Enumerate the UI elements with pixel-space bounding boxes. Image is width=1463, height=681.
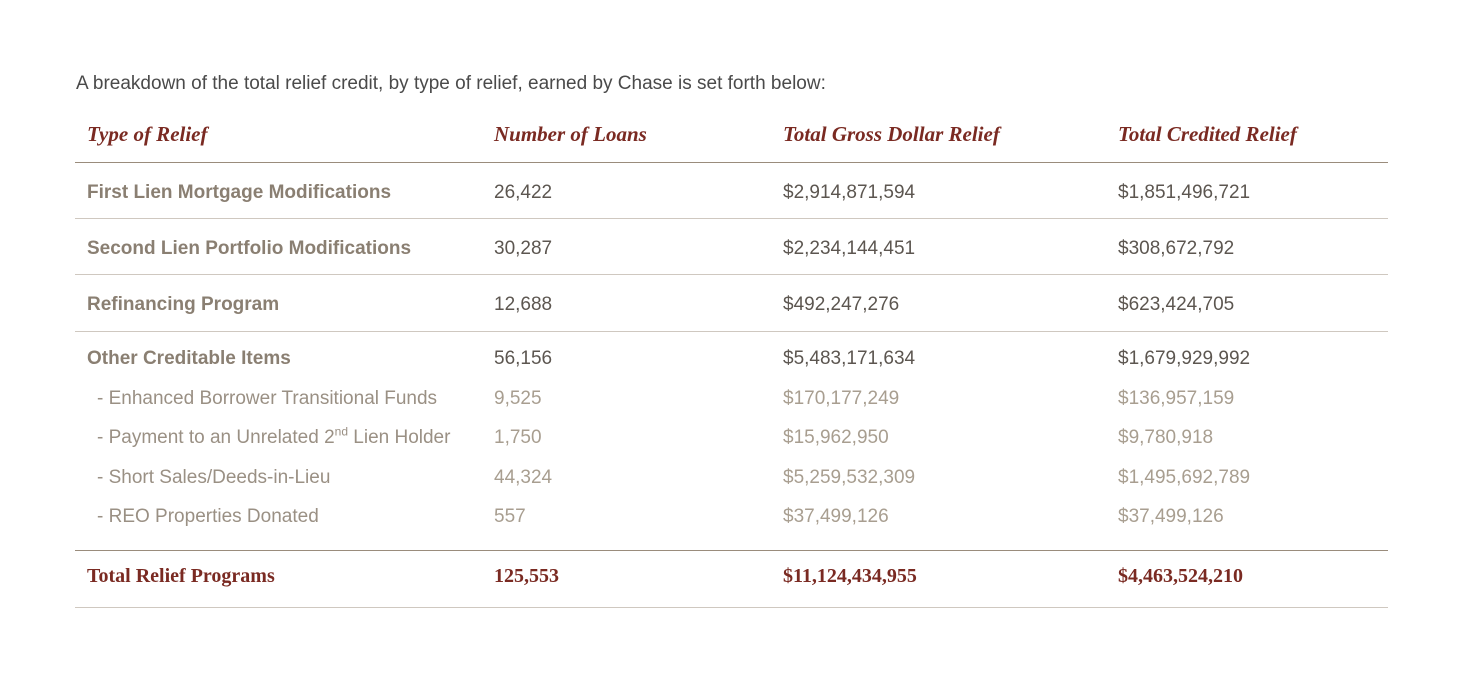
total-gross: $11,124,434,955 <box>783 565 917 587</box>
sub-row-loans: 557 <box>494 506 526 527</box>
sub-row <box>75 388 1388 412</box>
row-loans: 12,688 <box>494 294 553 315</box>
sub-row-gross: $5,259,532,309 <box>783 467 916 488</box>
row-credited: $1,851,496,721 <box>1118 182 1251 203</box>
row-gross: $492,247,276 <box>783 294 900 315</box>
row-loans: 30,287 <box>494 238 553 259</box>
table-row <box>75 163 1388 219</box>
row-label: First Lien Mortgage Modifications <box>87 182 392 203</box>
sub-row-credited: $37,499,126 <box>1118 506 1224 527</box>
sub-row-label: - Short Sales/Deeds-in-Lieu <box>97 467 331 488</box>
sub-row-credited: $136,957,159 <box>1118 388 1235 409</box>
sub-row-label: - REO Properties Donated <box>97 506 319 527</box>
sub-row <box>75 506 1388 530</box>
sub-row-label-sup: nd <box>334 424 348 439</box>
sub-row <box>75 467 1388 491</box>
table-row <box>75 219 1388 275</box>
total-label: Total Relief Programs <box>87 565 275 587</box>
sub-row-gross: $170,177,249 <box>783 388 900 409</box>
sub-row-loans: 44,324 <box>494 467 553 488</box>
row-gross: $5,483,171,634 <box>783 348 916 369</box>
row-gross: $2,914,871,594 <box>783 182 916 203</box>
sub-row-loans: 1,750 <box>494 427 542 448</box>
table-row <box>75 275 1388 332</box>
total-row <box>75 551 1388 608</box>
row-loans: 56,156 <box>494 348 553 369</box>
relief-table <box>75 110 1388 608</box>
sub-row-label-post: Lien Holder <box>348 427 451 448</box>
header-type-of-relief: Type of Relief <box>87 122 208 146</box>
header-total-credited-relief: Total Credited Relief <box>1118 122 1297 146</box>
sub-row-loans: 9,525 <box>494 388 542 409</box>
row-loans: 26,422 <box>494 182 553 203</box>
row-label: Second Lien Portfolio Modifications <box>87 238 412 259</box>
sub-row-credited: $9,780,918 <box>1118 427 1214 448</box>
sub-row-label <box>97 424 451 449</box>
row-gross: $2,234,144,451 <box>783 238 916 259</box>
header-total-gross-dollar-relief: Total Gross Dollar Relief <box>783 122 1000 146</box>
table-row <box>75 348 1388 372</box>
table-header <box>75 110 1388 163</box>
row-credited: $308,672,792 <box>1118 238 1235 259</box>
row-credited: $1,679,929,992 <box>1118 348 1251 369</box>
total-credited: $4,463,524,210 <box>1118 565 1243 587</box>
sub-row-label: - Enhanced Borrower Transitional Funds <box>97 388 438 409</box>
row-credited: $623,424,705 <box>1118 294 1235 315</box>
intro-text: A breakdown of the total relief credit, by type of relief, earned by Chase is set forth below: <box>76 73 826 94</box>
sub-row-label-pre: - Payment to an Unrelated 2 <box>97 427 335 448</box>
sub-row-gross: $15,962,950 <box>783 427 889 448</box>
sub-row-gross: $37,499,126 <box>783 506 889 527</box>
header-number-of-loans: Number of Loans <box>494 122 647 146</box>
sub-row <box>75 424 1388 451</box>
other-creditable-group <box>75 332 1388 551</box>
row-label: Other Creditable Items <box>87 348 291 369</box>
total-loans: 125,553 <box>494 565 559 587</box>
row-label: Refinancing Program <box>87 294 280 315</box>
sub-row-credited: $1,495,692,789 <box>1118 467 1251 488</box>
